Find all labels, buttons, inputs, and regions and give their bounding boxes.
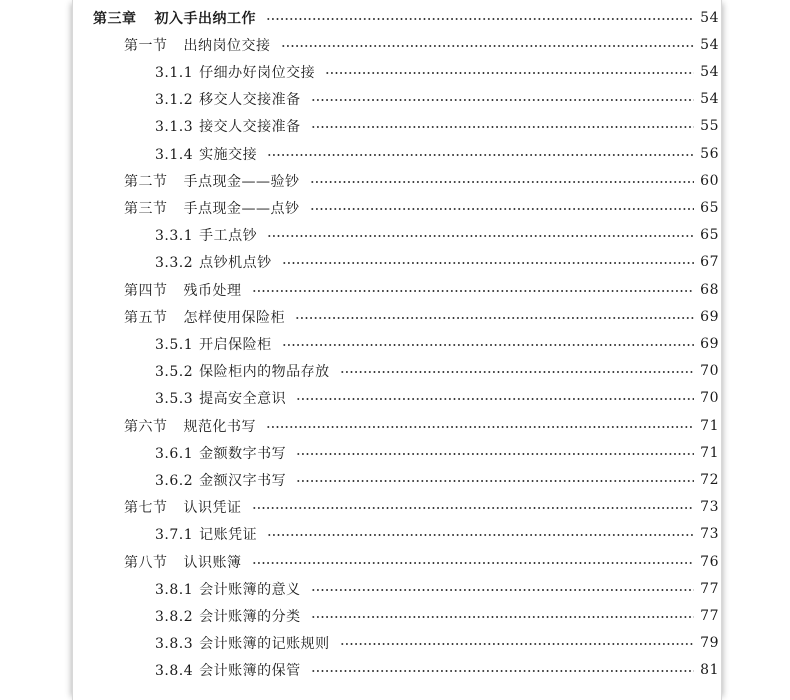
toc-entry-page-number: 69	[700, 308, 719, 325]
toc-entry-title: 会计账簿的记账规则	[199, 636, 330, 653]
leader-dots	[267, 235, 694, 237]
toc-entry[interactable]	[155, 466, 719, 493]
toc-entry-title: 残币处理	[183, 282, 242, 299]
toc-entry[interactable]	[155, 140, 719, 167]
toc-entry-label	[155, 116, 301, 136]
leader-dots	[295, 317, 694, 319]
leader-dots	[325, 72, 694, 74]
toc-entry-label	[155, 633, 330, 653]
toc-entry-title: 记账凭证	[199, 527, 258, 544]
leader-dots	[311, 616, 695, 618]
leader-dots	[310, 181, 695, 183]
leader-dots	[266, 426, 694, 428]
leader-dots	[296, 398, 694, 400]
toc-entry-title: 移交人交接准备	[199, 92, 301, 109]
toc-entry-page-number: 54	[700, 36, 719, 53]
leader-dots	[282, 344, 695, 346]
toc-entry-number: 3.5.3	[155, 391, 194, 408]
toc-entry-number: 3.6.2	[155, 472, 194, 489]
toc-entry[interactable]	[124, 494, 719, 521]
toc-entry[interactable]	[93, 4, 719, 31]
toc-entry-page-number: 56	[700, 145, 719, 162]
toc-entry[interactable]	[124, 412, 719, 439]
toc-entry[interactable]	[155, 657, 719, 684]
toc-entry-number: 3.8.2	[155, 608, 194, 625]
toc-entry-title: 点钞机点钞	[199, 255, 272, 272]
toc-entry-page-number: 77	[700, 580, 719, 597]
toc-entry-label	[155, 660, 301, 680]
toc-entry-page-number: 65	[700, 227, 719, 244]
leader-dots	[311, 670, 695, 672]
toc-entry-number: 第二节	[124, 173, 168, 190]
leader-dots	[311, 126, 695, 128]
toc-entry-label	[124, 198, 300, 218]
toc-entry-title: 手点现金——点钞	[183, 200, 300, 217]
toc-entry-label	[155, 606, 301, 626]
toc-entry-label	[124, 416, 256, 436]
toc-entry-page-number: 67	[700, 254, 719, 271]
toc-entry[interactable]	[155, 330, 719, 357]
toc-entry-number: 第八节	[124, 554, 168, 571]
toc-entry[interactable]	[124, 194, 719, 221]
toc-entry-title: 手工点钞	[199, 228, 258, 245]
toc-entry-page-number: 70	[700, 390, 719, 407]
toc-entry[interactable]	[155, 521, 719, 548]
toc-entry-label	[93, 8, 256, 28]
toc-entry-label	[155, 524, 257, 544]
toc-entry-page-number: 71	[700, 444, 719, 461]
toc-entry[interactable]	[155, 439, 719, 466]
toc-entry-title: 金额汉字书写	[199, 472, 287, 489]
toc-entry-page-number: 55	[700, 118, 719, 135]
toc-entry-page-number: 70	[700, 363, 719, 380]
toc-entry-title: 会计账簿的分类	[199, 608, 301, 625]
toc-entry-title: 规范化书写	[183, 418, 256, 435]
leader-dots	[296, 480, 694, 482]
toc-entry[interactable]	[124, 276, 719, 303]
toc-entry-number: 第五节	[124, 309, 168, 326]
leader-dots	[310, 208, 695, 210]
toc-entry-page-number: 54	[700, 63, 719, 80]
toc-entry[interactable]	[155, 575, 719, 602]
toc-entry-title: 会计账簿的意义	[199, 581, 301, 598]
toc-entry-title: 初入手出纳工作	[154, 10, 256, 27]
toc-entry[interactable]	[124, 548, 719, 575]
toc-entry-title: 金额数字书写	[199, 445, 287, 462]
toc-entry[interactable]	[155, 249, 719, 276]
toc-entry-label	[155, 144, 257, 164]
toc-entry[interactable]	[155, 58, 719, 85]
toc-entry-title: 接交人交接准备	[199, 119, 301, 136]
toc-entry-label	[124, 280, 242, 300]
leader-dots	[281, 45, 695, 47]
toc-entry[interactable]	[155, 602, 719, 629]
document-page	[72, 0, 722, 700]
toc-entry-label	[124, 307, 285, 327]
toc-entry-title: 手点现金——验钞	[183, 173, 300, 190]
toc-entry-label	[124, 35, 271, 55]
toc-entry-number: 第七节	[124, 500, 168, 517]
toc-entry[interactable]	[155, 113, 719, 140]
leader-dots	[311, 589, 695, 591]
toc-entry-label	[155, 361, 330, 381]
toc-entry-page-number: 77	[700, 607, 719, 624]
toc-entry-number: 3.8.1	[155, 581, 194, 598]
leader-dots	[266, 18, 694, 20]
leader-dots	[340, 643, 695, 645]
toc-entry-page-number: 81	[700, 662, 719, 679]
toc-entry-number: 第三节	[124, 200, 168, 217]
toc-entry-page-number: 76	[700, 553, 719, 570]
toc-entry-number: 3.5.1	[155, 336, 194, 353]
toc-entry-label	[155, 252, 272, 272]
toc-entry-page-number: 65	[700, 199, 719, 216]
toc-entry[interactable]	[124, 31, 719, 58]
leader-dots	[252, 290, 695, 292]
leader-dots	[267, 534, 694, 536]
leader-dots	[252, 562, 695, 564]
toc-entry-number: 3.1.4	[155, 146, 194, 163]
toc-entry-label	[155, 443, 286, 463]
toc-entry-title: 保险柜内的物品存放	[199, 364, 330, 381]
toc-entry-number: 3.8.3	[155, 636, 194, 653]
toc-entry-title: 提高安全意识	[199, 391, 287, 408]
toc-entry-number: 第三章	[93, 10, 137, 27]
toc-entry-page-number: 68	[700, 281, 719, 298]
toc-entry-number: 3.3.1	[155, 228, 194, 245]
toc-entry-title: 仔细办好岗位交接	[199, 64, 316, 81]
toc-entry-page-number: 54	[700, 91, 719, 108]
toc-entry-page-number: 72	[700, 471, 719, 488]
toc-entry[interactable]	[155, 385, 719, 412]
leader-dots	[311, 99, 695, 101]
toc-entry[interactable]	[155, 86, 719, 113]
toc-entry-label	[155, 470, 286, 490]
toc-entry-number: 3.6.1	[155, 445, 194, 462]
toc-entry[interactable]	[155, 358, 719, 385]
toc-entry-page-number: 73	[700, 526, 719, 543]
toc-entry-page-number: 79	[700, 635, 719, 652]
toc-entry[interactable]	[124, 303, 719, 330]
toc-entry-label	[155, 334, 272, 354]
toc-entry-number: 3.1.2	[155, 92, 194, 109]
toc-entry-label	[124, 552, 242, 572]
toc-entry-page-number: 60	[700, 172, 719, 189]
toc-entry-page-number: 73	[700, 499, 719, 516]
toc-entry-number: 3.1.1	[155, 64, 194, 81]
toc-entry-page-number: 54	[700, 9, 719, 26]
toc-entry-number: 3.7.1	[155, 527, 194, 544]
leader-dots	[267, 154, 694, 156]
toc-entry[interactable]	[124, 167, 719, 194]
leader-dots	[252, 507, 695, 509]
toc-entry-label	[155, 388, 286, 408]
toc-entry-title: 实施交接	[199, 146, 258, 163]
toc-entry-label	[124, 497, 242, 517]
toc-entry-label	[124, 171, 300, 191]
toc-entry-number: 3.8.4	[155, 663, 194, 680]
toc-entry[interactable]	[155, 630, 719, 657]
toc-entry-title: 会计账簿的保管	[199, 663, 301, 680]
toc-entry-number: 第四节	[124, 282, 168, 299]
leader-dots	[296, 453, 694, 455]
leader-dots	[282, 262, 695, 264]
toc-entry-number: 3.5.2	[155, 364, 194, 381]
toc-entry-label	[155, 579, 301, 599]
toc-entry-number: 第一节	[124, 37, 168, 54]
toc-entry-page-number: 71	[700, 417, 719, 434]
toc-entry-label	[155, 225, 257, 245]
toc-entry-title: 认识账簿	[183, 554, 242, 571]
toc-entry-number: 第六节	[124, 418, 168, 435]
toc-entry[interactable]	[155, 222, 719, 249]
leader-dots	[340, 371, 695, 373]
toc-entry-page-number: 69	[700, 335, 719, 352]
toc-entry-title: 出纳岗位交接	[183, 37, 271, 54]
toc-entry-title: 怎样使用保险柜	[183, 309, 285, 326]
toc-entry-label	[155, 62, 315, 82]
toc-entry-number: 3.3.2	[155, 255, 194, 272]
toc-entry-number: 3.1.3	[155, 119, 194, 136]
toc-entry-label	[155, 89, 301, 109]
toc-entry-title: 开启保险柜	[199, 336, 272, 353]
toc-entry-title: 认识凭证	[183, 500, 242, 517]
